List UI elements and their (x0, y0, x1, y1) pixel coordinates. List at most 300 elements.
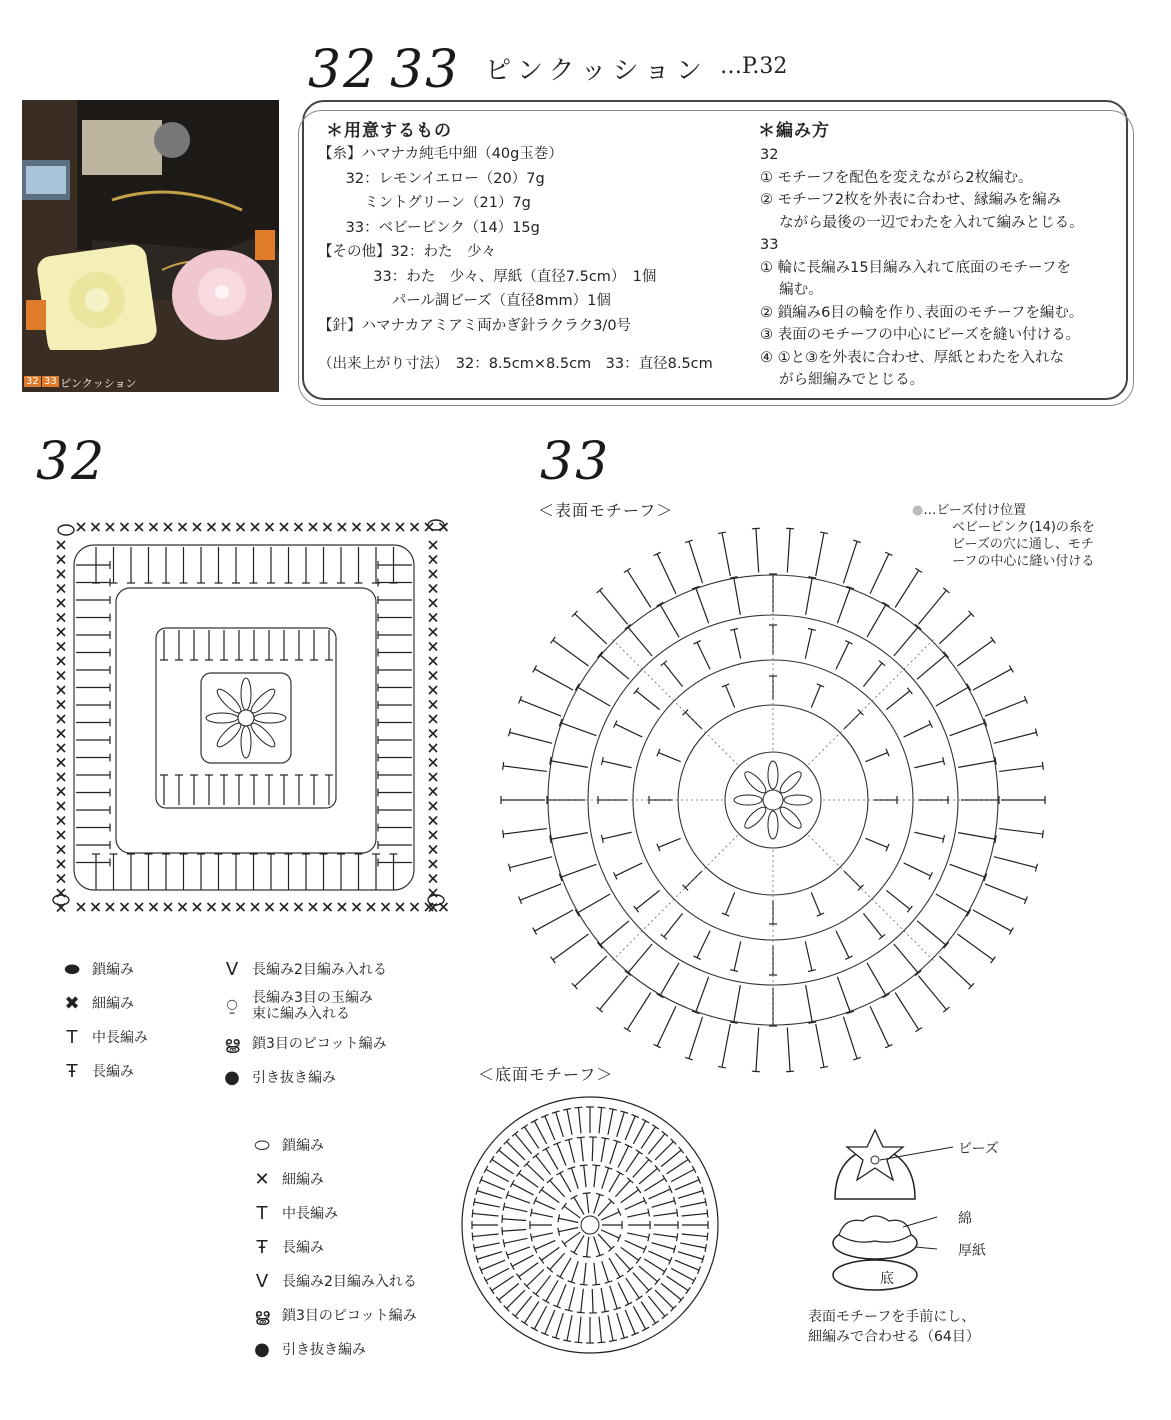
stitch-mark (577, 1137, 585, 1138)
stitch-mark (481, 1180, 505, 1190)
stitch-mark (598, 1342, 606, 1343)
stitch-mark (756, 529, 759, 573)
legend-item (52, 952, 148, 986)
stitch-mark (624, 568, 631, 572)
stitch-mark (661, 661, 667, 666)
stitch-mark (615, 1253, 630, 1269)
stitch-mark (602, 761, 631, 768)
legend-item (242, 1162, 417, 1196)
stitch-mark (806, 577, 813, 614)
stitch-mark (615, 724, 642, 737)
stitch-mark (558, 1228, 560, 1236)
materials-line: 【その他】32：わた 少々 (318, 244, 496, 260)
stitch-mark (863, 913, 882, 936)
stitch-mark (837, 977, 850, 1013)
bottom-motif-label: ＜底面モチーフ＞ (478, 1065, 614, 1084)
stitch-mark (601, 1212, 619, 1220)
half-double-crochet-icon: T (66, 1026, 78, 1048)
stitch-mark (663, 1268, 667, 1275)
stitch-mark (636, 691, 659, 710)
stitch-mark (636, 1257, 641, 1263)
stitch-mark (539, 1257, 544, 1263)
stitch-mark (678, 1191, 703, 1199)
stitch-mark (507, 1142, 525, 1160)
stitch-mark (515, 1296, 531, 1316)
materials-line: ミントグリーン（21）7g (318, 195, 531, 211)
stitch-mark (581, 1289, 584, 1313)
stitch-mark (625, 1201, 645, 1210)
legend-label: 細編み (282, 1172, 324, 1188)
stitch-mark (689, 1017, 703, 1059)
stitch-mark (503, 1239, 505, 1247)
stitch-mark (516, 1170, 521, 1176)
legend-item (242, 1264, 417, 1298)
stitch-mark (594, 1263, 596, 1285)
stitch-mark (477, 1252, 502, 1260)
legend-label: 引き抜き編み (282, 1342, 366, 1358)
stitch-mark (686, 1156, 690, 1163)
stitch-mark (557, 1171, 564, 1175)
stitch-mark (531, 1213, 553, 1218)
cluster-mark (742, 804, 769, 831)
stitch-mark (722, 533, 730, 576)
stitch-mark (571, 1261, 578, 1282)
stitch-mark (533, 928, 537, 935)
stitch-mark (600, 590, 628, 624)
materials-list (318, 142, 713, 377)
assembly-card-label: 厚紙 (958, 1243, 986, 1259)
stitch-mark (503, 762, 504, 770)
top-motif-label: ＜表面モチーフ＞ (538, 501, 674, 520)
stitch-mark (652, 1201, 675, 1208)
stitch-mark (625, 1116, 635, 1140)
stitch-mark (1042, 830, 1043, 838)
stitch-mark (594, 1195, 600, 1214)
stitch-mark (535, 669, 574, 690)
legend-label: 引き抜き編み (252, 1070, 336, 1086)
stitch-mark (648, 1209, 650, 1217)
stitch-mark (592, 1137, 593, 1161)
stitch-mark (558, 1214, 560, 1222)
stitch-mark (886, 890, 909, 909)
stitch-mark (837, 588, 850, 624)
ring-mark (238, 710, 254, 726)
double-crochet-icon: Ŧ (256, 1236, 268, 1258)
stitch-mark (521, 1125, 528, 1129)
stitch-mark (472, 1233, 473, 1241)
stitch-mark (600, 976, 628, 1010)
stitch-mark (535, 910, 574, 931)
stitch-mark (486, 1268, 509, 1280)
stitch-mark (598, 1234, 611, 1249)
stitch-mark (677, 1209, 678, 1217)
stitch-mark (531, 1233, 553, 1238)
stitch-mark (658, 838, 680, 847)
cluster-mark (214, 720, 244, 750)
stitch-mark (587, 1193, 589, 1213)
stitch-mark (652, 1243, 675, 1250)
stitch-mark (551, 637, 556, 643)
stitch-mark (641, 1301, 655, 1323)
stitch-mark (577, 1312, 585, 1313)
stitch-mark (939, 956, 971, 986)
stitch-mark (624, 1028, 631, 1032)
stitch-mark (492, 1276, 514, 1290)
method-step: ① モチーフを配色を変えながら2枚編む。 (760, 169, 1033, 186)
stitch-mark (502, 1229, 526, 1231)
stitch-mark (692, 1277, 696, 1284)
stitch-mark (914, 761, 943, 768)
stitch-mark (559, 1218, 579, 1222)
top-motif-chart (488, 515, 1058, 1085)
picot-icon: ൠ (224, 1032, 240, 1054)
stitch-mark (648, 1134, 664, 1154)
stitch-mark (592, 1284, 600, 1285)
stitch-mark (481, 1260, 505, 1270)
stitch-mark (578, 1317, 581, 1343)
stitch-mark (677, 1233, 678, 1241)
legend-32-col1 (52, 952, 148, 1088)
legend-label: 長編み (92, 1064, 134, 1080)
stitch-mark (577, 687, 610, 706)
stitch-mark (734, 629, 741, 658)
stitch-mark (600, 921, 629, 945)
double-crochet-icon: Ŧ (66, 1060, 78, 1082)
stitch-mark (653, 1234, 677, 1237)
stitch-mark (574, 1107, 582, 1108)
chain-mark (53, 895, 69, 905)
stitch-mark (621, 1190, 639, 1203)
stitch-mark (502, 1215, 503, 1223)
stitch-mark (557, 1284, 566, 1306)
stitch-mark (865, 753, 887, 762)
stitch-mark (512, 1255, 533, 1266)
stitch-mark (618, 1283, 629, 1305)
stitch-mark (805, 941, 812, 970)
stitch-mark (564, 1232, 580, 1244)
stitch-mark (865, 838, 887, 847)
stitch-mark (805, 629, 812, 658)
legend-label: 鎖編み (282, 1138, 324, 1154)
cluster-mark (248, 720, 278, 750)
stitch-mark (734, 985, 741, 1022)
stitch-mark (957, 934, 993, 960)
stitch-mark (580, 1165, 588, 1166)
stitch-mark (599, 1108, 602, 1134)
stitch-mark (664, 663, 683, 686)
stitch-mark (609, 1108, 617, 1110)
stitch-mark (594, 1236, 600, 1255)
stitch-mark (546, 1149, 558, 1170)
guide-line (808, 835, 934, 961)
stitch-mark (734, 941, 741, 970)
photo-caption: ピンクッション (60, 377, 137, 390)
stitch-mark (503, 766, 547, 772)
stitch-mark (682, 1234, 708, 1237)
stitch-mark (594, 1165, 596, 1187)
stitch-mark (569, 1287, 575, 1310)
stitch-mark (581, 1137, 584, 1161)
method-33-label: 33 (760, 237, 779, 253)
stitch-mark (562, 1241, 567, 1247)
materials-line: 33：ベビーピンク（14）15g (318, 219, 540, 236)
stitch-mark (571, 1195, 578, 1199)
picot-icon: ൠ (254, 1304, 270, 1326)
stitch-mark (657, 1006, 676, 1046)
assembly-cotton-label: 綿 (958, 1211, 972, 1227)
stitch-mark (571, 1168, 578, 1189)
stitch-mark (477, 1191, 502, 1199)
bead-note-line: ベビーピンク(14)の糸を (952, 520, 1095, 535)
stitch-mark (474, 1202, 500, 1207)
stitch-mark (519, 1263, 538, 1277)
cluster-mark (241, 726, 251, 758)
materials-line: 【針】ハマナカアミアミ両かぎ針ラクラク3/0号 (318, 317, 632, 334)
cluster-mark (742, 769, 769, 796)
stitch-mark (520, 884, 561, 900)
stitch-mark (663, 1175, 667, 1182)
stitch-mark (705, 1244, 707, 1252)
stitch-mark (653, 1213, 677, 1216)
stitch-mark (652, 1125, 659, 1129)
stitch-mark (584, 1263, 586, 1285)
stitch-mark (999, 829, 1043, 835)
legend-label: 鎖3目のピコット編み (252, 1036, 387, 1052)
stitch-mark (534, 1306, 546, 1329)
stitch-mark (648, 1251, 670, 1261)
stitch-mark (502, 1219, 526, 1221)
stitch-mark (615, 863, 642, 876)
stitch-mark (863, 663, 882, 686)
stitch-mark (641, 1127, 655, 1149)
stitch-mark (707, 1209, 708, 1217)
stitch-mark (507, 1247, 530, 1255)
materials-line: 【糸】ハマナカ純毛中細（40g玉巻） (318, 146, 563, 162)
legend-label: 長編み2目編み入れる (252, 962, 387, 978)
ring-mark (581, 1216, 599, 1234)
legend-32-col2 (212, 952, 387, 1094)
stitch-mark (661, 1283, 681, 1299)
half-double-crochet-icon: T (256, 1202, 268, 1224)
stitch-mark (936, 687, 969, 706)
stitch-mark (608, 1315, 613, 1341)
legend-item (242, 1128, 417, 1162)
stitch-mark (836, 931, 849, 958)
legend-item (242, 1230, 417, 1264)
legend-item (212, 1026, 387, 1060)
stitch-mark (726, 892, 735, 914)
stitch-mark (628, 627, 652, 656)
stitch-mark (575, 956, 607, 986)
stitch-mark (600, 655, 629, 679)
assembly-base-label: 底 (880, 1271, 894, 1287)
stitch-mark (895, 993, 919, 1030)
stitch-mark (894, 944, 918, 973)
stitch-mark (610, 1141, 617, 1164)
stitch-mark (918, 976, 946, 1010)
stitch-mark (473, 1213, 499, 1216)
stitch-mark (985, 700, 1026, 716)
stitch-mark (617, 1275, 624, 1279)
cluster-mark (241, 678, 251, 710)
stitch-mark (530, 1234, 532, 1242)
stitch-mark (531, 1119, 538, 1123)
stitch-mark (574, 1235, 584, 1252)
stitch-mark (561, 864, 597, 877)
pattern-number-33: 33 (390, 40, 461, 100)
stitch-mark (563, 1108, 571, 1110)
stitch-mark (499, 1150, 519, 1166)
stitch-mark (473, 1234, 499, 1237)
stitch-mark (574, 1342, 582, 1343)
stitch-mark (675, 1260, 699, 1270)
stitch-mark (562, 1203, 567, 1209)
stitch-mark (678, 1252, 703, 1260)
stitch-mark (536, 1156, 551, 1175)
stitch-mark (752, 1071, 760, 1072)
stitch-mark (1042, 762, 1043, 770)
stitch-mark (660, 963, 679, 996)
stitch-mark (610, 1286, 617, 1309)
stitch-mark (533, 1153, 539, 1158)
stitch-mark (648, 1189, 670, 1199)
stitch-mark (652, 1321, 659, 1325)
stitch-mark (599, 1317, 602, 1343)
stitch-mark (474, 1243, 500, 1248)
stitch-mark (1009, 928, 1013, 935)
stitch-mark (564, 1206, 580, 1218)
legend-label: 鎖編み (92, 962, 134, 978)
stitch-mark (904, 863, 931, 876)
stitch-mark (530, 1209, 532, 1217)
stitch-mark (994, 732, 1037, 743)
stitch-mark (571, 1251, 578, 1255)
diagram-33-number: 33 (540, 432, 611, 492)
stitch-mark (820, 1066, 828, 1067)
stitch-mark (907, 906, 912, 912)
stitch-mark (510, 1180, 514, 1187)
stitch-mark (918, 590, 946, 624)
cluster-mark (784, 795, 812, 805)
guide-line (612, 835, 738, 961)
stitch-mark (503, 829, 547, 835)
stitch-mark (994, 857, 1037, 868)
stitch-mark (512, 1184, 533, 1195)
stitch-mark (502, 1227, 503, 1235)
bead-note-line: ーフの中心に縫い付ける (952, 554, 1095, 569)
stitch-mark (504, 1238, 527, 1243)
stitch-mark (519, 1173, 538, 1187)
method-step: ④ ①と③を外表に合わせ、厚紙とわたを入れな (760, 349, 1065, 366)
stitch-mark (543, 1299, 550, 1303)
stitch-mark (503, 1203, 505, 1211)
chain-stitch-icon: ⬬ (64, 958, 80, 980)
slip-stitch-icon: ● (224, 1066, 240, 1088)
chain-mark (58, 525, 74, 535)
stitch-mark (545, 1116, 555, 1140)
stitch-mark (490, 1156, 494, 1163)
stitch-mark (609, 1173, 620, 1192)
stitch-mark (879, 934, 885, 939)
stitch-mark (625, 1240, 645, 1249)
materials-line: 33：わた 少々、厚紙（直径7.5cm） 1個 (318, 268, 657, 285)
legend-item (242, 1298, 417, 1332)
stitch-mark (870, 554, 889, 594)
stitch-mark (806, 985, 813, 1022)
stitch-mark (567, 1109, 572, 1135)
legend-label: 中長編み (92, 1030, 148, 1046)
legend-item (52, 1054, 148, 1088)
stitch-mark (734, 577, 741, 614)
stitch-mark (816, 1024, 824, 1067)
stitch-mark (682, 1213, 708, 1216)
stitch-mark (657, 554, 676, 594)
stitch-mark (718, 532, 726, 533)
legend-33 (242, 1128, 417, 1366)
materials-box (302, 100, 1128, 400)
stitch-mark (836, 642, 849, 669)
stitch-mark (553, 640, 589, 666)
stitch-mark (515, 1134, 531, 1154)
stitch-mark (786, 528, 794, 529)
cluster-mark (214, 686, 244, 716)
stitch-mark (556, 1313, 564, 1338)
stitch-mark (786, 1071, 794, 1072)
stitch-mark (472, 1209, 473, 1217)
stitch-mark (680, 1243, 706, 1248)
stitch-mark (666, 1159, 688, 1173)
stitch-mark (726, 685, 735, 707)
stitch-mark (644, 1259, 664, 1272)
stitch-mark (642, 1119, 649, 1123)
stitch-mark (907, 688, 912, 694)
stitch-mark (950, 864, 986, 877)
guide-line (808, 639, 934, 765)
stitch-mark (563, 1340, 571, 1342)
stitch-mark (583, 1256, 591, 1257)
legend-label: 細編み (92, 996, 134, 1012)
stitch-mark (584, 1165, 586, 1187)
stitch-mark (648, 1296, 664, 1316)
slip-stitch-icon: ● (254, 1338, 270, 1360)
stitch-mark (958, 833, 995, 840)
stitch-mark (567, 1315, 572, 1341)
cluster-mark (254, 713, 286, 723)
stitch-mark (904, 724, 931, 737)
assembly-note-line: 表面モチーフを手前にし、 (808, 1309, 976, 1325)
cluster-mark (206, 713, 238, 723)
stitch-mark (950, 723, 986, 736)
legend-item (242, 1332, 417, 1366)
stitch-mark (592, 1289, 593, 1313)
stitch-mark (636, 1150, 643, 1154)
stitch-mark (634, 906, 639, 912)
stitch-mark (536, 1275, 551, 1294)
stitch-mark (722, 1024, 730, 1067)
stitch-mark (680, 1202, 706, 1207)
stitch-mark (811, 685, 820, 707)
method-step: ① 輪に長編み15目編み入れて底面のモチーフを (760, 259, 1071, 276)
stitch-mark (550, 1253, 565, 1269)
dc-cluster-icon: ⍜ (226, 995, 238, 1016)
stitch-mark (958, 761, 995, 768)
legend-label: 長編み (282, 1240, 324, 1256)
stitch-mark (627, 570, 651, 607)
method-32-label: 32 (760, 147, 779, 163)
stitch-mark (539, 1186, 544, 1192)
stitch-mark (655, 1290, 673, 1308)
square-motif-chart (36, 500, 466, 930)
